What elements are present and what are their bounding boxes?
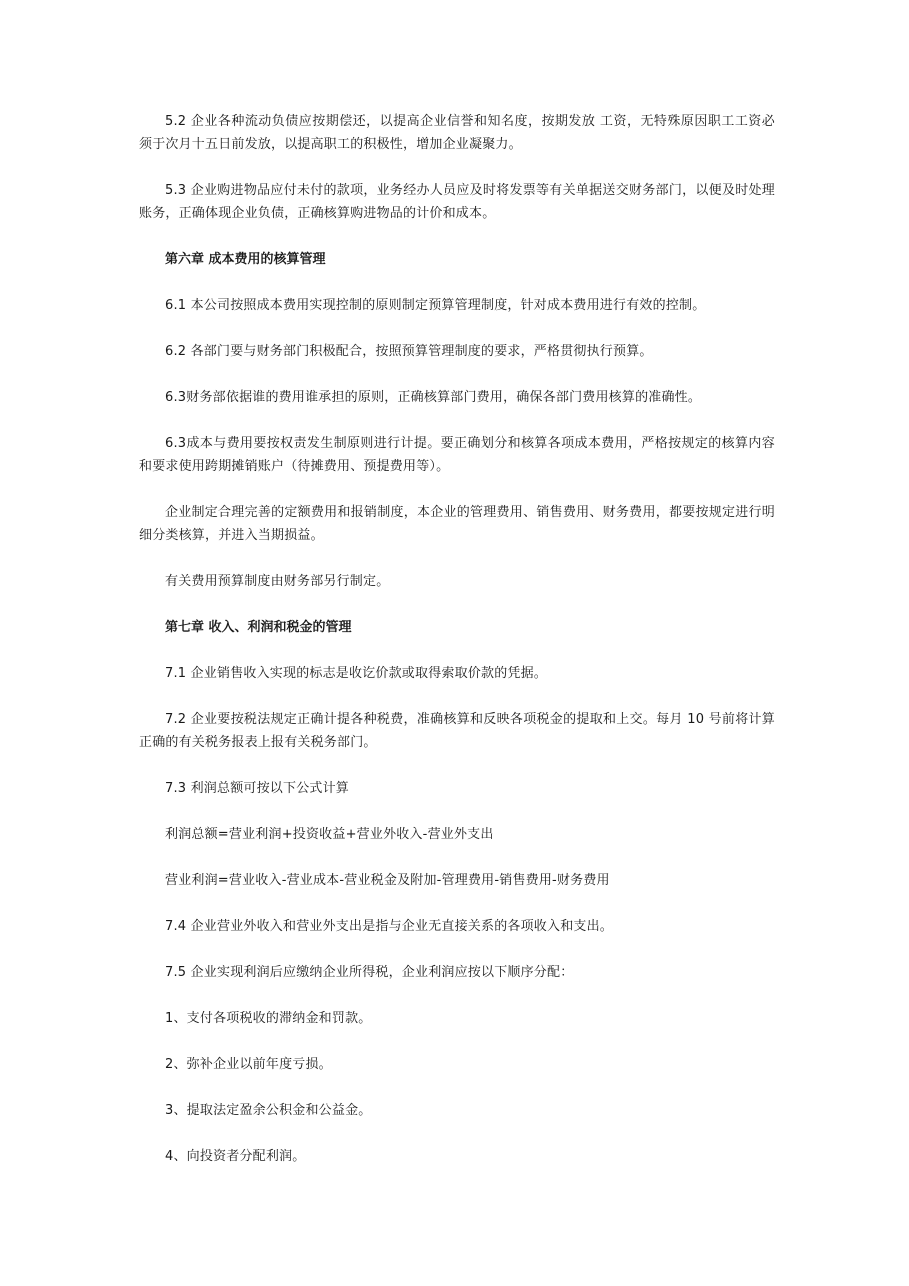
paragraph-7-4: 7.4 企业营业外收入和营业外支出是指与企业无直接关系的各项收入和支出。: [165, 919, 614, 934]
paragraph-6-2: 6.2 各部门要与财务部门积极配合，按照预算管理制度的要求，严格贯彻执行预算。: [165, 344, 653, 359]
paragraph-6-3b: 6.3成本与费用要按权责发生制原则进行计提。要正确划分和核算各项成本费用，严格按规定的核算内容和要求使用跨期摊销账户（待摊费用、预提费用等）。: [139, 436, 775, 474]
paragraph-6-1: 6.1 本公司按照成本费用实现控制的原则制定预算管理制度，针对成本费用进行有效的控制。: [165, 298, 706, 313]
document-page: [139, 110, 775, 1191]
paragraph-5-2: 5.2 企业各种流动负债应按期偿还，以提高企业信誉和知名度，按期发放 工资，无特殊原因职工工资必须于次月十五日前发放，以提高职工的积极性，增加企业凝聚力。: [139, 114, 775, 152]
paragraph-7-5: 7.5 企业实现利润后应缴纳企业所得税，企业利润应按以下顺序分配：: [165, 965, 574, 980]
list-item-2: 2、弥补企业以前年度亏损。: [165, 1057, 332, 1072]
paragraph-budget-note: 有关费用预算制度由财务部另行制定。: [165, 574, 390, 589]
formula-operating-profit: 营业利润=营业收入-营业成本-营业税金及附加-管理费用-销售费用-财务费用: [165, 873, 610, 888]
paragraph-5-3: 5.3 企业购进物品应付未付的款项，业务经办人员应及时将发票等有关单据送交财务部门，以便及时处理账务，正确体现企业负债，正确核算购进物品的计价和成本。: [139, 183, 775, 221]
list-item-4: 4、向投资者分配利润。: [165, 1149, 306, 1164]
list-item-3: 3、提取法定盈余公积金和公益金。: [165, 1103, 372, 1118]
paragraph-7-1: 7.1 企业销售收入实现的标志是收讫价款或取得索取价款的凭据。: [165, 666, 548, 681]
chapter-7-heading: 第七章 收入、利润和税金的管理: [165, 620, 352, 635]
paragraph-6-3a: 6.3财务部依据谁的费用谁承担的原则，正确核算部门费用，确保各部门费用核算的准确性。: [165, 390, 702, 405]
formula-total-profit: 利润总额=营业利润+投资收益+营业外收入-营业外支出: [165, 827, 494, 842]
paragraph-7-3: 7.3 利润总额可按以下公式计算: [165, 781, 350, 796]
chapter-6-heading: 第六章 成本费用的核算管理: [165, 252, 326, 267]
list-item-1: 1、支付各项税收的滞纳金和罚款。: [165, 1011, 372, 1026]
paragraph-7-2: 7.2 企业要按税法规定正确计提各种税费，准确核算和反映各项税金的提取和上交。每月 10 号前将计算正确的有关税务报表上报有关税务部门。: [139, 712, 775, 750]
paragraph-expense-policy: 企业制定合理完善的定额费用和报销制度，本企业的管理费用、销售费用、财务费用，都要按规定进行明细分类核算，并进入当期损益。: [139, 505, 775, 543]
